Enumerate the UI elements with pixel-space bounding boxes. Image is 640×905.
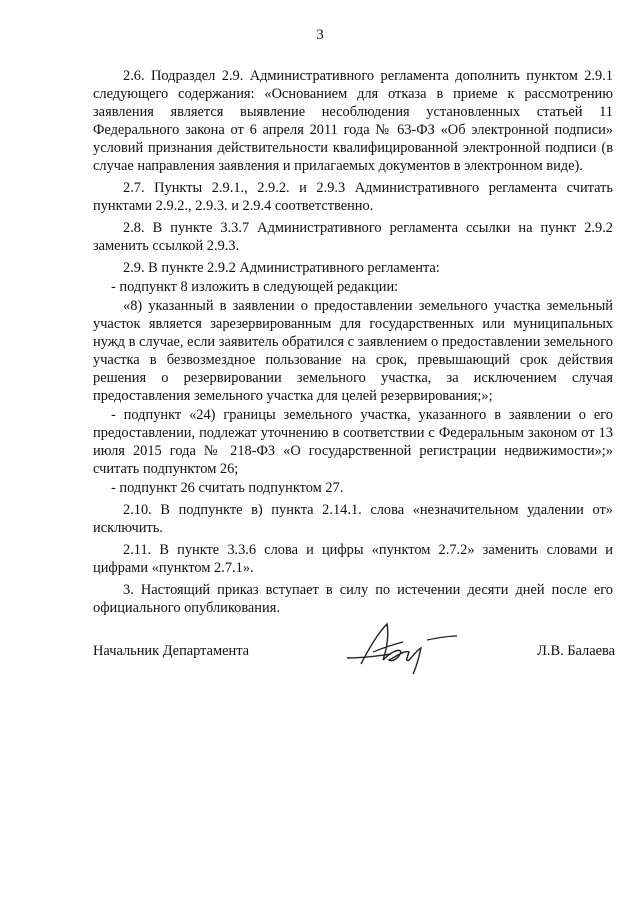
paragraph-2-6: 2.6. Подраздел 2.9. Административного регламента дополнить пунктом 2.9.1 следующего содержания: «Основанием для отказа в приеме к рассмотрению заявления является выявление несоблюдения установленных статьей 11 Федерального закона от 6 апреля 2011 года № 63-ФЗ «Об электронной подписи» условий признания действительности квалифицированной электронной подписи (в случае направления заявления и прилагаемых документов в электронном виде).	[93, 68, 613, 174]
page-number: 3	[316, 27, 324, 43]
signatory-name: Л.В. Балаева	[537, 643, 615, 659]
handwritten-signature	[343, 618, 473, 678]
paragraph-subitem-24: - подпункт «24) границы земельного участка, указанного в заявлении о его предоставлении, подлежат уточнению в соответствии с Федеральным законом от 13 июля 2015 года № 218-ФЗ «О государственной регистрации недвижимости»;» считать подпунктом 26;	[93, 407, 613, 477]
signature-block	[93, 618, 615, 678]
paragraph-2-11: 2.11. В пункте 3.3.6 слова и цифры «пунктом 2.7.2» заменить словами и цифрами «пунктом 2.7.1».	[93, 542, 613, 576]
paragraph-2-10: 2.10. В подпункте в) пункта 2.14.1. слова «незначительном удалении от» исключить.	[93, 502, 613, 536]
paragraph-subitem-8-text: «8) указанный в заявлении о предоставлении земельного участка земельный участок является зарезервированным для государственных или муниципальных нужд в случае, если заявитель обратился с заявлением о предоставлении земельного участка в безвозмездное пользование на срок, превышающий срок действия решения о резервировании земельного участка, за исключением случая предоставления земельного участка для целей резервирования;»;	[93, 298, 613, 404]
paragraph-subitem-26: - подпункт 26 считать подпунктом 27.	[111, 480, 344, 496]
document-body	[93, 67, 613, 621]
paragraph-2-8: 2.8. В пункте 3.3.7 Административного регламента ссылки на пункт 2.9.2 заменить ссылкой 2.9.3.	[93, 220, 613, 254]
paragraph-2-7: 2.7. Пункты 2.9.1., 2.9.2. и 2.9.3 Административного регламента считать пунктами 2.9.2., 2.9.3. и 2.9.4 соответственно.	[93, 180, 613, 214]
paragraph-2-9: 2.9. В пункте 2.9.2 Административного регламента:	[123, 260, 440, 276]
paragraph-3: 3. Настоящий приказ вступает в силу по истечении десяти дней после его официального опубликования.	[93, 582, 613, 616]
paragraph-subitem-8-intro: - подпункт 8 изложить в следующей редакции:	[111, 279, 399, 295]
signatory-position: Начальник Департамента	[93, 643, 250, 659]
